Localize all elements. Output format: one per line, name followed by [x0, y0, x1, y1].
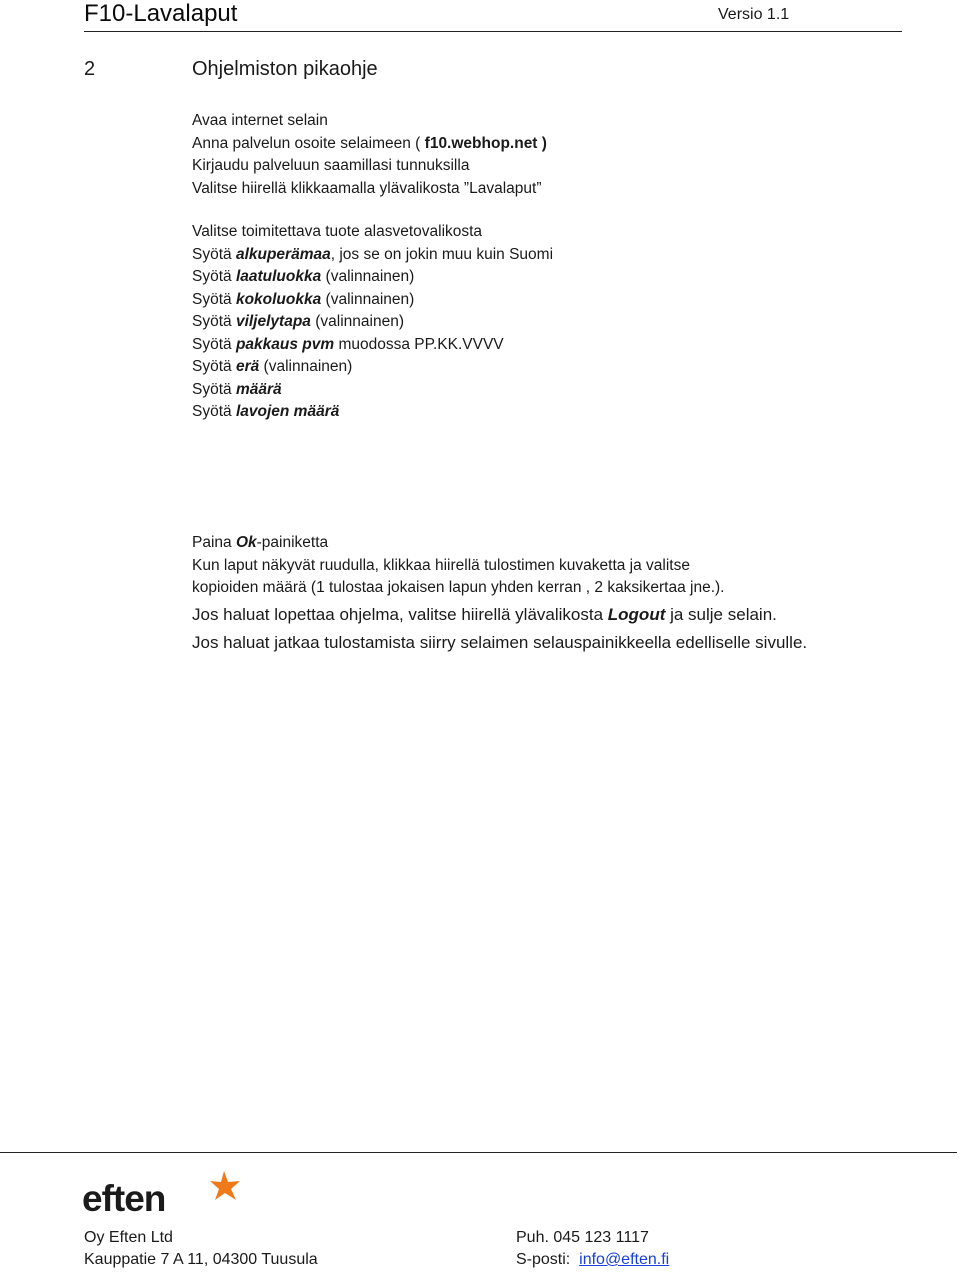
email-link[interactable]: info@eften.fi — [579, 1251, 670, 1268]
field-term: viljelytapa — [235, 313, 311, 330]
step-line: Syötä lavojen määrä — [192, 403, 340, 420]
field-term: kokoluokka — [235, 290, 322, 308]
input-steps — [192, 221, 553, 424]
step-line: Jos haluat jatkaa tulostamista siirry selaimen selauspainikkeella edelliselle sivulle. — [192, 633, 808, 652]
email-label: S-posti: — [516, 1251, 580, 1268]
step-line: kopioiden määrä (1 tulostaa jokaisen lapun yhden kerran , 2 kaksikertaa jne.). — [192, 579, 725, 596]
step-line: Kun laput näkyvät ruudulla, klikkaa hiirellä tulostimen kuvaketta ja valitse — [192, 556, 690, 574]
company-name: Oy Eften Ltd — [84, 1229, 173, 1246]
company-info — [84, 1227, 318, 1271]
ok-button-term: Ok — [235, 534, 257, 551]
step-line: Syötä laatuluokka (valinnainen) — [192, 268, 415, 285]
field-term: pakkaus pvm — [235, 335, 335, 353]
step-line: Valitse hiirellä klikkaamalla ylävalikosta ”Lavalaput” — [192, 179, 542, 197]
field-term: erä — [235, 358, 260, 375]
email-line — [516, 1249, 669, 1271]
star-icon — [210, 1171, 240, 1200]
logout-term: Logout — [607, 605, 666, 624]
step-line: Syötä erä (valinnainen) — [192, 358, 353, 375]
step-line: Valitse toimitettava tuote alasvetovalikosta — [192, 223, 483, 240]
step-line: Jos haluat lopettaa ohjelma, valitse hiirellä ylävalikosta Logout ja sulje selain. — [192, 605, 777, 624]
step-line: Avaa internet selain — [192, 112, 328, 129]
field-term: määrä — [235, 380, 282, 398]
step-line: Kirjaudu palveluun saamillasi tunnuksilla — [192, 157, 470, 174]
step-line: Syötä alkuperämaa, jos se on jokin muu kuin Suomi — [192, 245, 554, 263]
service-url: f10.webhop.net ) — [424, 134, 547, 152]
step-line: Syötä viljelytapa (valinnainen) — [192, 313, 404, 330]
header-divider — [84, 31, 902, 32]
version-label: Versio 1.1 — [718, 6, 790, 23]
footer-divider — [0, 1152, 957, 1153]
step-line: Syötä määrä — [192, 380, 282, 398]
phone-number: Puh. 045 123 1117 — [516, 1229, 649, 1246]
field-term: alkuperämaa — [235, 245, 331, 263]
logo-wordmark: eften — [82, 1178, 166, 1216]
contact-info — [516, 1227, 669, 1271]
field-term: laatuluokka — [235, 268, 322, 285]
login-steps — [192, 110, 547, 200]
exit-steps — [192, 601, 807, 657]
company-address: Kauppatie 7 A 11, 04300 Tuusula — [84, 1251, 318, 1268]
section-title: Ohjelmiston pikaohje — [192, 58, 378, 80]
step-line: Anna palvelun osoite selaimeen ( f10.webhop.net ) — [192, 134, 547, 152]
eften-logo — [82, 1170, 252, 1221]
eften-logo-mark — [82, 1170, 252, 1216]
document-title: F10-Lavalaput — [84, 0, 238, 27]
step-line: Paina Ok-painiketta — [192, 534, 329, 551]
section-number: 2 — [84, 58, 96, 80]
step-line: Syötä kokoluokka (valinnainen) — [192, 290, 415, 308]
step-line: Syötä pakkaus pvm muodossa PP.KK.VVVV — [192, 335, 504, 353]
print-steps — [192, 532, 724, 600]
field-term: lavojen määrä — [235, 403, 340, 420]
